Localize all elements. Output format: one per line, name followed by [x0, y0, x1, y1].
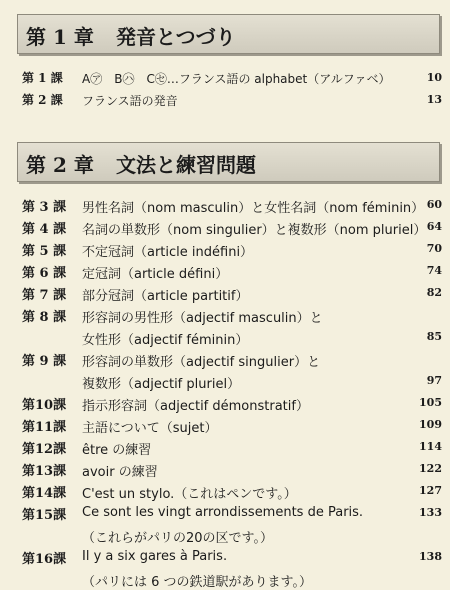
lesson-label: 第11課 — [22, 420, 67, 435]
lesson-page: 127 — [419, 484, 442, 497]
lesson-title: 不定冠詞（article indéfini） — [82, 245, 254, 260]
lesson-title: 女性形（adjectif féminin） — [82, 333, 249, 348]
toc-row[interactable] — [22, 260, 442, 282]
lesson-label: 第 6 課 — [22, 266, 67, 281]
lesson-page: 114 — [419, 440, 442, 453]
lesson-title: Il y a six gares à Paris. — [82, 549, 228, 564]
lesson-label: 第12課 — [22, 442, 67, 457]
lesson-page: 60 — [426, 198, 442, 211]
lesson-label: 第 7 課 — [22, 288, 67, 303]
lesson-page: 138 — [419, 550, 442, 563]
lesson-page: 64 — [426, 220, 442, 233]
lesson-label: 第13課 — [22, 464, 67, 479]
toc-row[interactable] — [22, 67, 442, 89]
lesson-page: 105 — [419, 396, 442, 409]
lesson-page: 133 — [419, 506, 442, 519]
lesson-title: être の練習 — [82, 443, 152, 458]
lesson-title: 定冠詞（article défini） — [82, 267, 229, 282]
toc-row[interactable] — [22, 436, 442, 458]
lesson-label: 第 2 課 — [22, 93, 63, 107]
lesson-page: 74 — [426, 264, 442, 277]
toc-row[interactable] — [22, 480, 442, 502]
lesson-label: 第 9 課 — [22, 354, 67, 369]
chapter-1-number: 第 1 章 — [26, 25, 94, 49]
lesson-label: 第 3 課 — [22, 200, 67, 215]
lesson-label: 第10課 — [22, 398, 67, 413]
lesson-title: C'est un stylo.（これはペンです。） — [82, 487, 297, 502]
toc-row[interactable] — [22, 524, 442, 546]
lesson-title: 主語について（sujet） — [82, 421, 218, 436]
lesson-title: Ce sont les vingt arrondissements de Paris. — [82, 505, 364, 520]
toc-row[interactable] — [22, 89, 442, 111]
lesson-page: 109 — [419, 418, 442, 431]
lesson-title: 形容詞の男性形（adjectif masculin）と — [82, 311, 323, 326]
lesson-label: 第 5 課 — [22, 244, 67, 259]
toc-row[interactable] — [22, 238, 442, 260]
toc-row[interactable] — [22, 216, 442, 238]
lesson-label: 第 1 課 — [22, 71, 63, 85]
chapter-1-title: 発音とつづり — [116, 25, 236, 49]
toc-row[interactable] — [22, 546, 442, 568]
lesson-title: 部分冠詞（article partitif） — [82, 289, 249, 304]
lesson-title: （これらがパリの20の区です。） — [82, 531, 274, 546]
toc-row[interactable] — [22, 304, 442, 326]
lesson-title: 指示形容詞（adjectif démonstratif） — [82, 399, 309, 414]
lesson-title: 複数形（adjectif pluriel） — [82, 377, 241, 392]
lesson-page: 122 — [419, 462, 442, 475]
lesson-page: 97 — [426, 374, 442, 387]
toc-row[interactable] — [22, 370, 442, 392]
lesson-page: 82 — [426, 286, 442, 299]
lesson-title: フランス語の発音 — [82, 94, 178, 108]
lesson-page: 13 — [426, 93, 442, 106]
toc-row[interactable] — [22, 282, 442, 304]
chapter-1-lessons — [22, 67, 442, 111]
chapter-2-header — [17, 142, 440, 182]
chapter-2-number: 第 2 章 — [26, 153, 94, 177]
lesson-label: 第 8 課 — [22, 310, 67, 325]
toc-row[interactable] — [22, 414, 442, 436]
lesson-title: （パリには 6 つの鉄道駅があります。） — [82, 575, 312, 590]
toc-row[interactable] — [22, 568, 442, 590]
toc-row[interactable] — [22, 392, 442, 414]
chapter-1-header — [17, 14, 440, 54]
lesson-page: 85 — [426, 330, 442, 343]
lesson-label: 第16課 — [22, 552, 67, 567]
lesson-title: 男性名詞（nom masculin）と女性名詞（nom féminin） — [82, 201, 425, 216]
toc-row[interactable] — [22, 348, 442, 370]
lesson-page: 70 — [426, 242, 442, 255]
lesson-label: 第15課 — [22, 508, 67, 523]
toc-row[interactable] — [22, 458, 442, 480]
toc-row[interactable] — [22, 326, 442, 348]
chapter-2-title: 文法と練習問題 — [116, 153, 256, 177]
lesson-label: 第 4 課 — [22, 222, 67, 237]
lesson-title: avoir の練習 — [82, 465, 158, 480]
lesson-title: 形容詞の単数形（adjectif singulier）と — [82, 355, 321, 370]
lesson-title: 名詞の単数形（nom singulier）と複数形（nom pluriel） — [82, 223, 427, 238]
toc-row[interactable] — [22, 194, 442, 216]
lesson-label: 第14課 — [22, 486, 67, 501]
lesson-page: 10 — [426, 71, 442, 84]
toc-row[interactable] — [22, 502, 442, 524]
lesson-title: A㋐ B㋩ C㋝…フランス語の alphabet（アルファベ） — [82, 72, 391, 86]
chapter-2-lessons — [22, 194, 442, 590]
